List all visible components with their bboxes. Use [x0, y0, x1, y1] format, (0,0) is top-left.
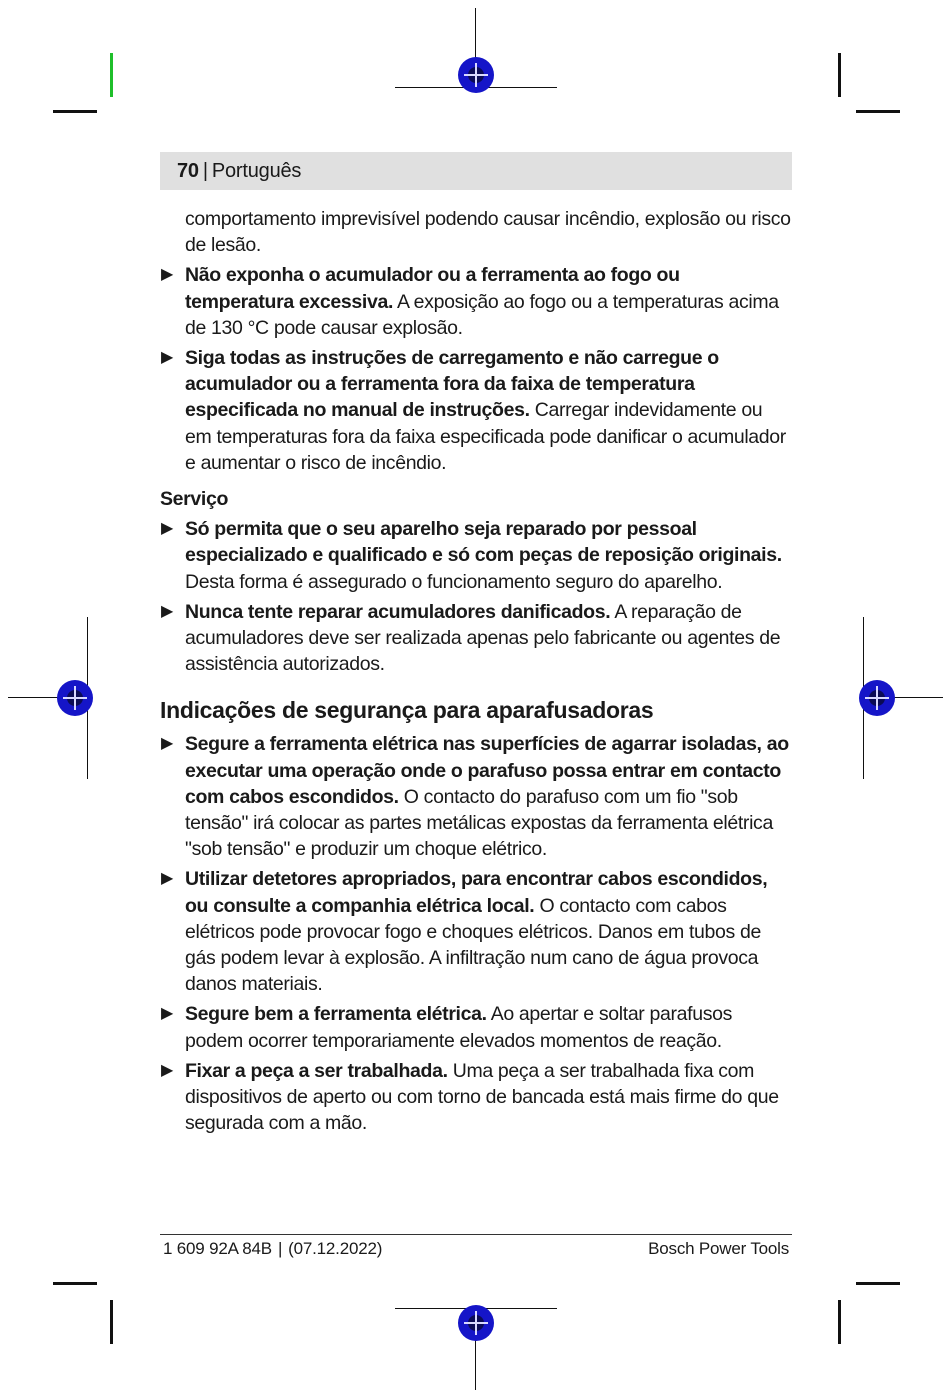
header-language: Português — [211, 160, 302, 182]
bullet-arrow-icon: ▶ — [161, 1061, 173, 1079]
crop-mark — [838, 1300, 841, 1344]
item-text: O contacto do parafuso com um fio "sob tensão" irá colocar as partes metálicas expostas da ferramenta elétrica "sob tensão" e produzir um choque elétrico. — [185, 785, 773, 861]
footer-separator: | — [277, 1239, 283, 1258]
header-separator: | — [202, 160, 208, 182]
bullet-arrow-icon: ▶ — [161, 602, 173, 620]
crop-mark — [838, 53, 841, 97]
footer-doc-number: 1 609 92A 84B — [163, 1239, 272, 1258]
footer-brand: Bosch Power Tools — [648, 1239, 789, 1258]
list-item — [160, 866, 792, 997]
crop-mark — [856, 1282, 900, 1285]
footer-date: (07.12.2022) — [288, 1239, 383, 1258]
intro-text: comportamento imprevisível podendo causar incêndio, explosão ou risco de lesão. — [185, 208, 791, 257]
list-item — [160, 599, 792, 678]
list-item — [160, 1058, 792, 1137]
bullet-arrow-icon: ▶ — [161, 266, 173, 284]
bullet-arrow-icon: ▶ — [161, 735, 173, 753]
item-bold-text: Siga todas as instruções de carregamento e não carregue o acumulador ou a ferramenta fora da faixa de temperatura especificada no manual de instruções. — [185, 347, 719, 422]
item-text: O contacto com cabos elétricos pode provocar fogo e choques elétricos. Danos em tubos de gás podem levar à explosão. A infiltração num cano de água provoca danos materiais. — [185, 894, 761, 996]
crop-mark-green-top-left — [110, 53, 113, 97]
bullet-arrow-icon: ▶ — [161, 1005, 173, 1023]
page-footer — [160, 1234, 792, 1259]
bullet-arrow-icon: ▶ — [161, 870, 173, 888]
item-text: Ao apertar e soltar parafusos podem ocorrer temporariamente elevados momentos de reação. — [185, 1003, 733, 1052]
section-heading: Indicações de segurança para aparafusadoras — [160, 697, 654, 724]
registration-mark-top-icon — [458, 57, 494, 93]
crop-mark — [53, 1282, 97, 1285]
bullet-arrow-icon: ▶ — [161, 520, 173, 538]
list-item — [160, 262, 792, 341]
list-item — [160, 731, 792, 862]
crop-mark — [856, 110, 900, 113]
footer-doc-info — [160, 1239, 385, 1259]
list-item — [160, 1001, 792, 1053]
crop-mark — [53, 110, 97, 113]
registration-mark-bottom-icon — [458, 1305, 494, 1341]
page-content — [160, 206, 792, 1141]
list-item — [160, 345, 792, 476]
registration-mark-right-icon — [859, 680, 895, 716]
item-bold-text: Utilizar detetores apropriados, para encontrar cabos escondidos, ou consulte a companhia elétrica local. — [185, 868, 768, 917]
item-bold-text: Não exponha o acumulador ou a ferramenta ao fogo ou temperatura excessiva. — [185, 264, 680, 313]
registration-mark-left-icon — [57, 680, 93, 716]
item-text: Uma peça a ser trabalhada fixa com dispositivos de aperto ou com torno de bancada está mais firme do que segurada com a mão. — [185, 1059, 779, 1135]
service-heading: Serviço — [160, 488, 229, 511]
item-bold-text: Nunca tente reparar acumuladores danificados. — [185, 600, 611, 623]
item-bold-text: Fixar a peça a ser trabalhada. — [185, 1059, 448, 1082]
item-text: Desta forma é assegurado o funcionamento seguro do aparelho. — [185, 570, 723, 593]
bullet-arrow-icon: ▶ — [161, 349, 173, 367]
item-text: A exposição ao fogo ou a temperaturas acima de 130 °C pode causar explosão. — [185, 290, 779, 339]
item-text: A reparação de acumuladores deve ser realizada apenas pelo fabricante ou agentes de assistência autorizados. — [185, 600, 781, 676]
item-bold-text: Segure a ferramenta elétrica nas superfícies de agarrar isoladas, ao executar uma operação onde o parafuso possa entrar em contacto com cabos escondidos. — [185, 733, 789, 808]
page-header — [160, 152, 792, 190]
list-item — [160, 516, 792, 595]
item-bold-text: Só permita que o seu aparelho seja reparado por pessoal especializado e qualificado e só com peças de reposição originais. — [185, 518, 782, 567]
item-text: Carregar indevidamente ou em temperaturas fora da faixa especificada pode danificar o acumulador e aumentar o risco de incêndio. — [185, 399, 786, 474]
item-bold-text: Segure bem a ferramenta elétrica. — [185, 1003, 487, 1026]
crop-mark — [110, 1300, 113, 1344]
page-number: 70 — [177, 160, 199, 182]
